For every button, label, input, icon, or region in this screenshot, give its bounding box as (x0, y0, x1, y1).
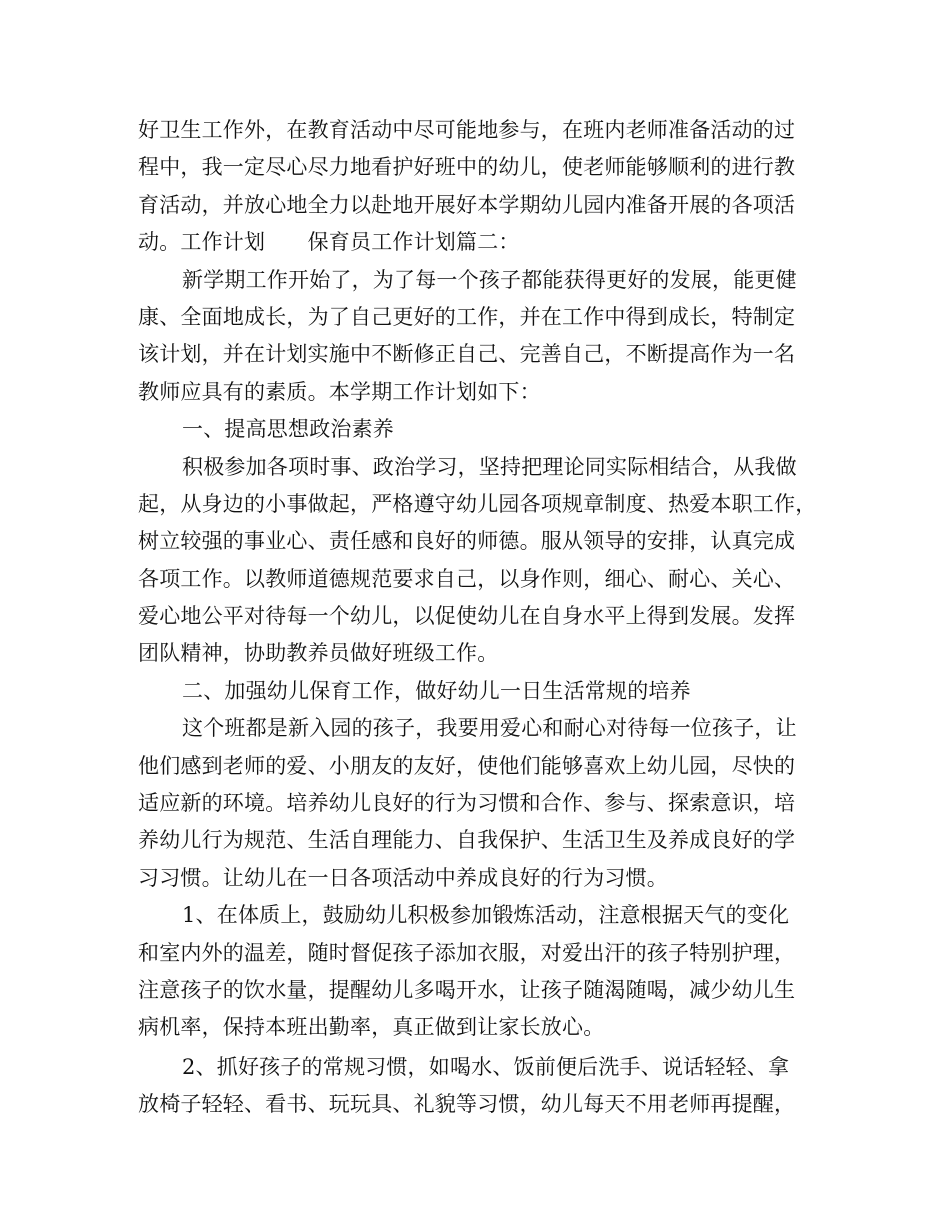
paragraph-start-line: 新学期工作开始了，为了每一个孩子都能获得更好的发展，能更健 (182, 267, 797, 292)
body-text (138, 112, 828, 1124)
text-line: 团队精神，协助教养员做好班级工作。 (138, 641, 499, 666)
text-line: 和室内外的温差，随时督促孩子添加衣服，对爱出汗的孩子特别护理， (138, 940, 796, 965)
text-line: 他们感到老师的爱、小朋友的友好，使他们能够喜欢上幼儿园，尽快的 (138, 753, 796, 778)
paragraph-start-line: 积极参加各项时事、政治学习，坚持把理论同实际相结合，从我做 (182, 454, 797, 479)
text-line: 适应新的环境。培养幼儿良好的行为习惯和合作、参与、探索意识，培 (138, 791, 796, 816)
text-line: 好卫生工作外，在教育活动中尽可能地参与，在班内老师准备活动的过 (138, 118, 796, 142)
text-line: 起，从身边的小事做起，严格遵守幼儿园各项规章制度、热爱本职工作， (138, 491, 817, 516)
paragraph-start-line: 2、抓好孩子的常规习惯，如喝水、饭前便后洗手、说话轻轻、拿 (182, 1054, 790, 1079)
paragraph-start-line: 这个班都是新入园的孩子，我要用爱心和耐心对待每一位孩子，让 (182, 716, 797, 741)
section-heading: 二、加强幼儿保育工作，做好幼儿一日生活常规的培养 (182, 678, 691, 703)
text-line: 病机率，保持本班出勤率，真正做到让家长放心。 (138, 1015, 605, 1040)
text-line: 康、全面地成长，为了自己更好的工作，并在工作中得到成长，特制定 (138, 304, 796, 329)
text-line: 爱心地公平对待每一个幼儿，以促使幼儿在自身水平上得到发展。发挥 (138, 604, 796, 629)
text-line: 养幼儿行为规范、生活自理能力、自我保护、生活卫生及养成良好的学 (138, 828, 796, 853)
text-line: 教师应具有的素质。本学期工作计划如下： (138, 379, 541, 404)
text-line: 放椅子轻轻、看书、玩玩具、礼貌等习惯，幼儿每天不用老师再提醒， (138, 1092, 796, 1117)
text-line: 动。工作计划 保育员工作计划篇二： (138, 230, 520, 255)
text-line: 注意孩子的饮水量，提醒幼儿多喝开水，让孩子随渴随喝，减少幼儿生 (138, 977, 796, 1002)
text-line: 树立较强的事业心、责任感和良好的师德。服从领导的安排，认真完成 (138, 529, 796, 554)
text-line: 习习惯。让幼儿在一日各项活动中养成良好的行为习惯。 (138, 865, 668, 890)
text-line: 程中，我一定尽心尽力地看护好班中的幼儿，使老师能够顺利的进行教 (138, 155, 796, 180)
section-heading: 一、提高思想政治素养 (182, 417, 394, 442)
text-line: 各项工作。以教师道德规范要求自己，以身作则，细心、耐心、关心、 (138, 566, 796, 591)
text-line: 育活动，并放心地全力以赴地开展好本学期幼儿园内准备开展的各项活 (138, 192, 796, 217)
paragraph-start-line: 1、在体质上，鼓励幼儿积极参加锻炼活动，注意根据天气的变化 (182, 903, 790, 928)
text-line: 该计划，并在计划实施中不断修正自己、完善自己，不断提高作为一名 (138, 342, 796, 367)
